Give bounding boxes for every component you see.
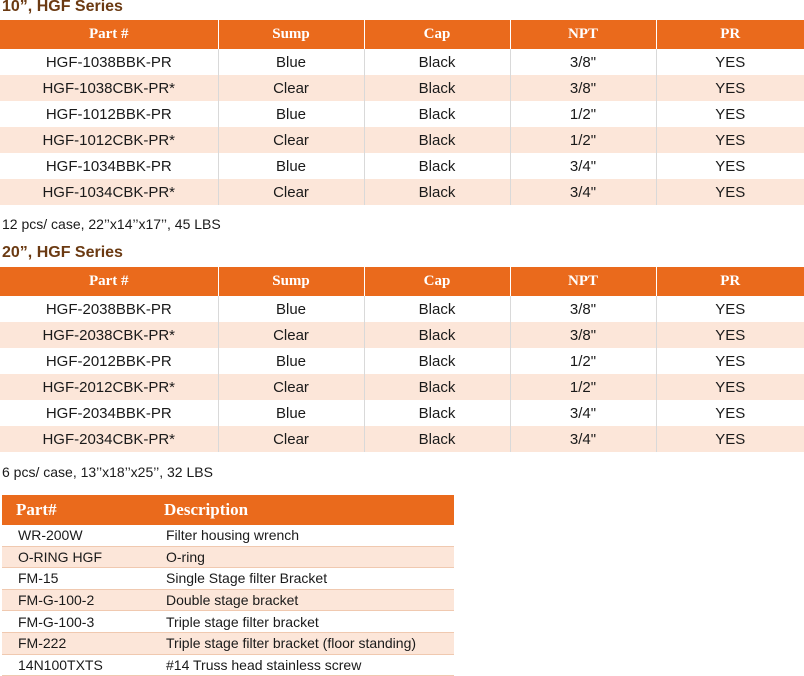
product-table-10in bbox=[0, 20, 804, 205]
cell-sump: Clear bbox=[218, 179, 364, 205]
cell-sump: Blue bbox=[218, 101, 364, 127]
column-header-part: Part # bbox=[0, 267, 218, 296]
cell-pr: YES bbox=[656, 348, 804, 374]
cell-pr: YES bbox=[656, 179, 804, 205]
column-header-pr: PR bbox=[656, 267, 804, 296]
cell-pr: YES bbox=[656, 400, 804, 426]
cell-pr: YES bbox=[656, 296, 804, 322]
table-row bbox=[0, 49, 804, 75]
table-row bbox=[2, 546, 454, 568]
column-header-sump: Sump bbox=[218, 20, 364, 49]
product-table-20in bbox=[0, 267, 804, 452]
packaging-note-10in: 12 pcs/ case, 22’’x14’’x17’’, 45 LBS bbox=[2, 216, 221, 232]
cell-cap: Black bbox=[364, 296, 510, 322]
column-header-cap: Cap bbox=[364, 267, 510, 296]
cell-npt: 3/4" bbox=[510, 400, 656, 426]
section-title-10in: 10”, HGF Series bbox=[2, 0, 123, 15]
table-row bbox=[0, 153, 804, 179]
cell-part: FM-G-100-2 bbox=[2, 589, 150, 611]
cell-part: O-RING HGF bbox=[2, 546, 150, 568]
cell-description: Single Stage filter Bracket bbox=[150, 568, 454, 590]
table-row bbox=[0, 101, 804, 127]
cell-npt: 3/8" bbox=[510, 322, 656, 348]
cell-npt: 3/4" bbox=[510, 153, 656, 179]
cell-pr: YES bbox=[656, 75, 804, 101]
cell-part: WR-200W bbox=[2, 525, 150, 546]
cell-sump: Clear bbox=[218, 374, 364, 400]
cell-part: HGF-2034BBK-PR bbox=[0, 400, 218, 426]
table-row bbox=[0, 400, 804, 426]
section-title-20in: 20”, HGF Series bbox=[2, 244, 123, 261]
cell-pr: YES bbox=[656, 127, 804, 153]
table-row bbox=[2, 654, 454, 676]
cell-sump: Blue bbox=[218, 296, 364, 322]
cell-description: Triple stage filter bracket bbox=[150, 611, 454, 633]
cell-cap: Black bbox=[364, 426, 510, 452]
cell-sump: Clear bbox=[218, 322, 364, 348]
cell-pr: YES bbox=[656, 101, 804, 127]
cell-description: Triple stage filter bracket (floor standing) bbox=[150, 632, 454, 654]
cell-cap: Black bbox=[364, 322, 510, 348]
cell-pr: YES bbox=[656, 426, 804, 452]
table-row bbox=[2, 589, 454, 611]
column-header-part: Part # bbox=[0, 20, 218, 49]
cell-part: HGF-1038BBK-PR bbox=[0, 49, 218, 75]
column-header-pr: PR bbox=[656, 20, 804, 49]
accessories-table bbox=[2, 495, 454, 676]
cell-description: Filter housing wrench bbox=[150, 525, 454, 546]
cell-cap: Black bbox=[364, 49, 510, 75]
table-row bbox=[2, 632, 454, 654]
column-header-description: Description bbox=[150, 495, 454, 525]
cell-pr: YES bbox=[656, 153, 804, 179]
column-header-sump: Sump bbox=[218, 267, 364, 296]
column-header-part: Part# bbox=[2, 495, 150, 525]
cell-cap: Black bbox=[364, 127, 510, 153]
cell-part: HGF-2012CBK-PR* bbox=[0, 374, 218, 400]
table-row bbox=[0, 348, 804, 374]
column-header-npt: NPT bbox=[510, 20, 656, 49]
cell-cap: Black bbox=[364, 348, 510, 374]
cell-cap: Black bbox=[364, 179, 510, 205]
cell-part: HGF-1012BBK-PR bbox=[0, 101, 218, 127]
cell-part: HGF-2038CBK-PR* bbox=[0, 322, 218, 348]
cell-description: O-ring bbox=[150, 546, 454, 568]
table-row bbox=[2, 611, 454, 633]
table-row bbox=[2, 568, 454, 590]
cell-sump: Blue bbox=[218, 49, 364, 75]
cell-npt: 3/8" bbox=[510, 296, 656, 322]
column-header-cap: Cap bbox=[364, 20, 510, 49]
cell-npt: 1/2" bbox=[510, 374, 656, 400]
cell-part: HGF-2038BBK-PR bbox=[0, 296, 218, 322]
cell-cap: Black bbox=[364, 75, 510, 101]
cell-part: FM-15 bbox=[2, 568, 150, 590]
column-header-npt: NPT bbox=[510, 267, 656, 296]
cell-cap: Black bbox=[364, 400, 510, 426]
table-header-row bbox=[0, 267, 804, 296]
table-row bbox=[0, 179, 804, 205]
table-header-row bbox=[0, 20, 804, 49]
table-row bbox=[0, 426, 804, 452]
cell-sump: Blue bbox=[218, 400, 364, 426]
cell-part: HGF-1034BBK-PR bbox=[0, 153, 218, 179]
cell-pr: YES bbox=[656, 49, 804, 75]
cell-npt: 3/4" bbox=[510, 179, 656, 205]
table-row bbox=[0, 296, 804, 322]
packaging-note-20in: 6 pcs/ case, 13’’x18’’x25’’, 32 LBS bbox=[2, 464, 213, 480]
cell-part: HGF-1038CBK-PR* bbox=[0, 75, 218, 101]
table-row bbox=[0, 374, 804, 400]
cell-part: HGF-2034CBK-PR* bbox=[0, 426, 218, 452]
cell-npt: 3/4" bbox=[510, 426, 656, 452]
cell-part: HGF-1034CBK-PR* bbox=[0, 179, 218, 205]
cell-npt: 1/2" bbox=[510, 101, 656, 127]
cell-part: HGF-2012BBK-PR bbox=[0, 348, 218, 374]
cell-part: FM-G-100-3 bbox=[2, 611, 150, 633]
cell-description: #14 Truss head stainless screw bbox=[150, 654, 454, 676]
cell-npt: 3/8" bbox=[510, 75, 656, 101]
cell-pr: YES bbox=[656, 322, 804, 348]
cell-part: HGF-1012CBK-PR* bbox=[0, 127, 218, 153]
table-row bbox=[0, 127, 804, 153]
cell-part: FM-222 bbox=[2, 632, 150, 654]
cell-pr: YES bbox=[656, 374, 804, 400]
cell-sump: Clear bbox=[218, 127, 364, 153]
cell-npt: 1/2" bbox=[510, 127, 656, 153]
cell-cap: Black bbox=[364, 153, 510, 179]
cell-npt: 1/2" bbox=[510, 348, 656, 374]
table-row bbox=[0, 322, 804, 348]
table-row bbox=[2, 525, 454, 546]
cell-cap: Black bbox=[364, 101, 510, 127]
cell-sump: Blue bbox=[218, 153, 364, 179]
cell-sump: Blue bbox=[218, 348, 364, 374]
table-row bbox=[0, 75, 804, 101]
cell-sump: Clear bbox=[218, 426, 364, 452]
cell-cap: Black bbox=[364, 374, 510, 400]
cell-part: 14N100TXTS bbox=[2, 654, 150, 676]
cell-sump: Clear bbox=[218, 75, 364, 101]
cell-npt: 3/8" bbox=[510, 49, 656, 75]
table-header-row bbox=[2, 495, 454, 525]
cell-description: Double stage bracket bbox=[150, 589, 454, 611]
